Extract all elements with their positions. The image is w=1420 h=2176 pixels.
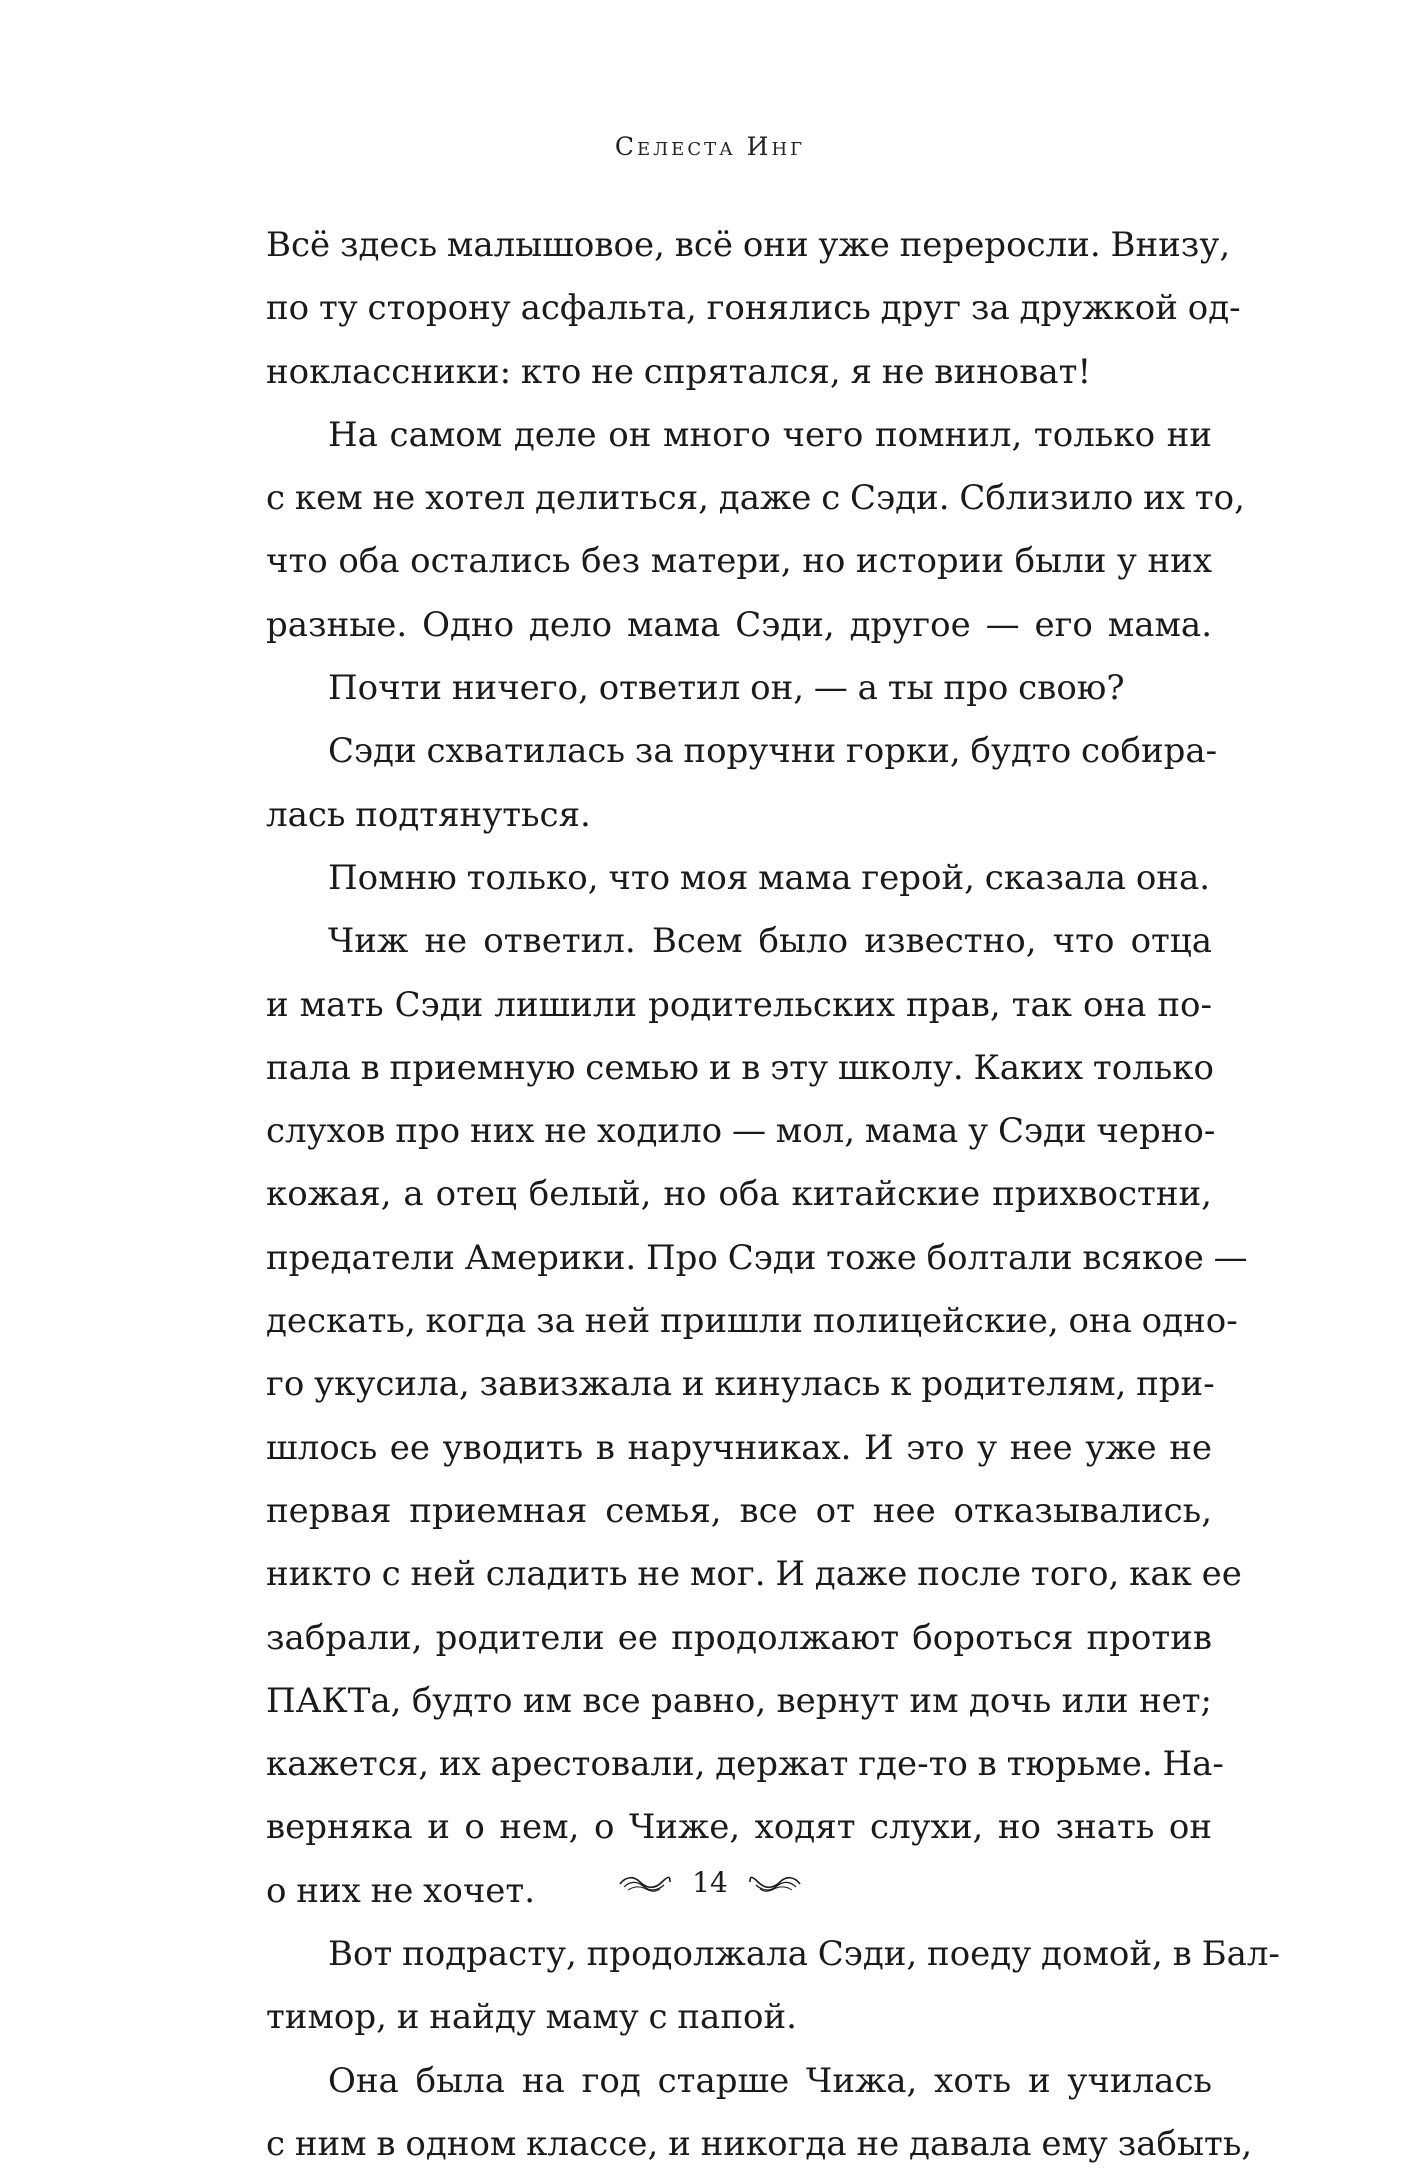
text-line: дескать, когда за ней пришли полицейские, она одно- (266, 1301, 1238, 1342)
text-line: о них не хочет. (266, 1870, 536, 1911)
wave-flourish-icon (748, 1872, 802, 1894)
text-line: Помню только, что моя мама герой, сказала она. (328, 857, 1211, 898)
running-title: Селеста Инг (614, 132, 806, 161)
text-line: слухов про них не ходило — мол, мама у Сэди черно- (266, 1111, 1216, 1152)
page-footer (0, 1866, 1420, 1899)
text-line: что оба остались без матери, но истории были у них (266, 541, 1212, 582)
text-line: шлось ее уводить в наручниках. И это у нее уже не (266, 1427, 1212, 1468)
text-line: Она была на год старше Чижа, хоть и училась (328, 2060, 1212, 2101)
text-line: по ту сторону асфальта, гонялись друг за дружкой од- (266, 288, 1241, 329)
text-line: На самом деле он много чего помнил, только ни (328, 414, 1212, 455)
text-line: Почти ничего, ответил он, — а ты про свою? (328, 668, 1125, 709)
text-line: Сэди схватилась за поручни горки, будто собира- (328, 731, 1218, 772)
text-line: Чиж не ответил. Всем было известно, что отца (328, 921, 1212, 962)
text-line: кожая, а отец белый, но оба китайские прихвостни, (266, 1174, 1212, 1215)
text-line: кажется, их арестовали, держат где-то в тюрьме. На- (266, 1744, 1224, 1785)
text-line: предатели Америки. Про Сэди тоже болтали всякое — (266, 1237, 1248, 1278)
wave-flourish-icon (618, 1872, 672, 1894)
page-number: 14 (692, 1866, 728, 1899)
text-line: Вот подрасту, продолжала Сэди, поеду домой, в Бал- (328, 1934, 1280, 1975)
text-line: Всё здесь малышовое, всё они уже переросли. Внизу, (266, 225, 1231, 265)
text-line: верняка и о нем, о Чиже, ходят слухи, но знать он (266, 1807, 1212, 1848)
text-line: пала в приемную семью и в эту школу. Каких только (266, 1047, 1215, 1088)
text-line: го укусила, завизжала и кинулась к родителям, при- (266, 1364, 1215, 1405)
text-line: ПАКТа, будто им все равно, вернут им дочь или нет; (266, 1680, 1212, 1721)
text-line: первая приемная семья, все от нее отказывались, (266, 1490, 1212, 1531)
text-line: ноклассники: кто не спрятался, я не виноват! (266, 351, 1092, 392)
text-line: лась подтянуться. (266, 794, 591, 835)
text-line: разные. Одно дело мама Сэди, другое — его мама. (266, 604, 1212, 645)
text-line: забрали, родители ее продолжают бороться против (266, 1617, 1212, 1658)
text-line: с ним в одном классе, и никогда не давала ему забыть, (266, 2123, 1253, 2164)
text-line: и мать Сэди лишили родительских прав, так она по- (266, 984, 1212, 1025)
text-line: с кем не хотел делиться, даже с Сэди. Сблизило их то, (266, 478, 1245, 519)
text-line: тимор, и найду маму с папой. (266, 1997, 797, 2038)
text-line: никто с ней сладить не мог. И даже после того, как ее (266, 1554, 1242, 1595)
